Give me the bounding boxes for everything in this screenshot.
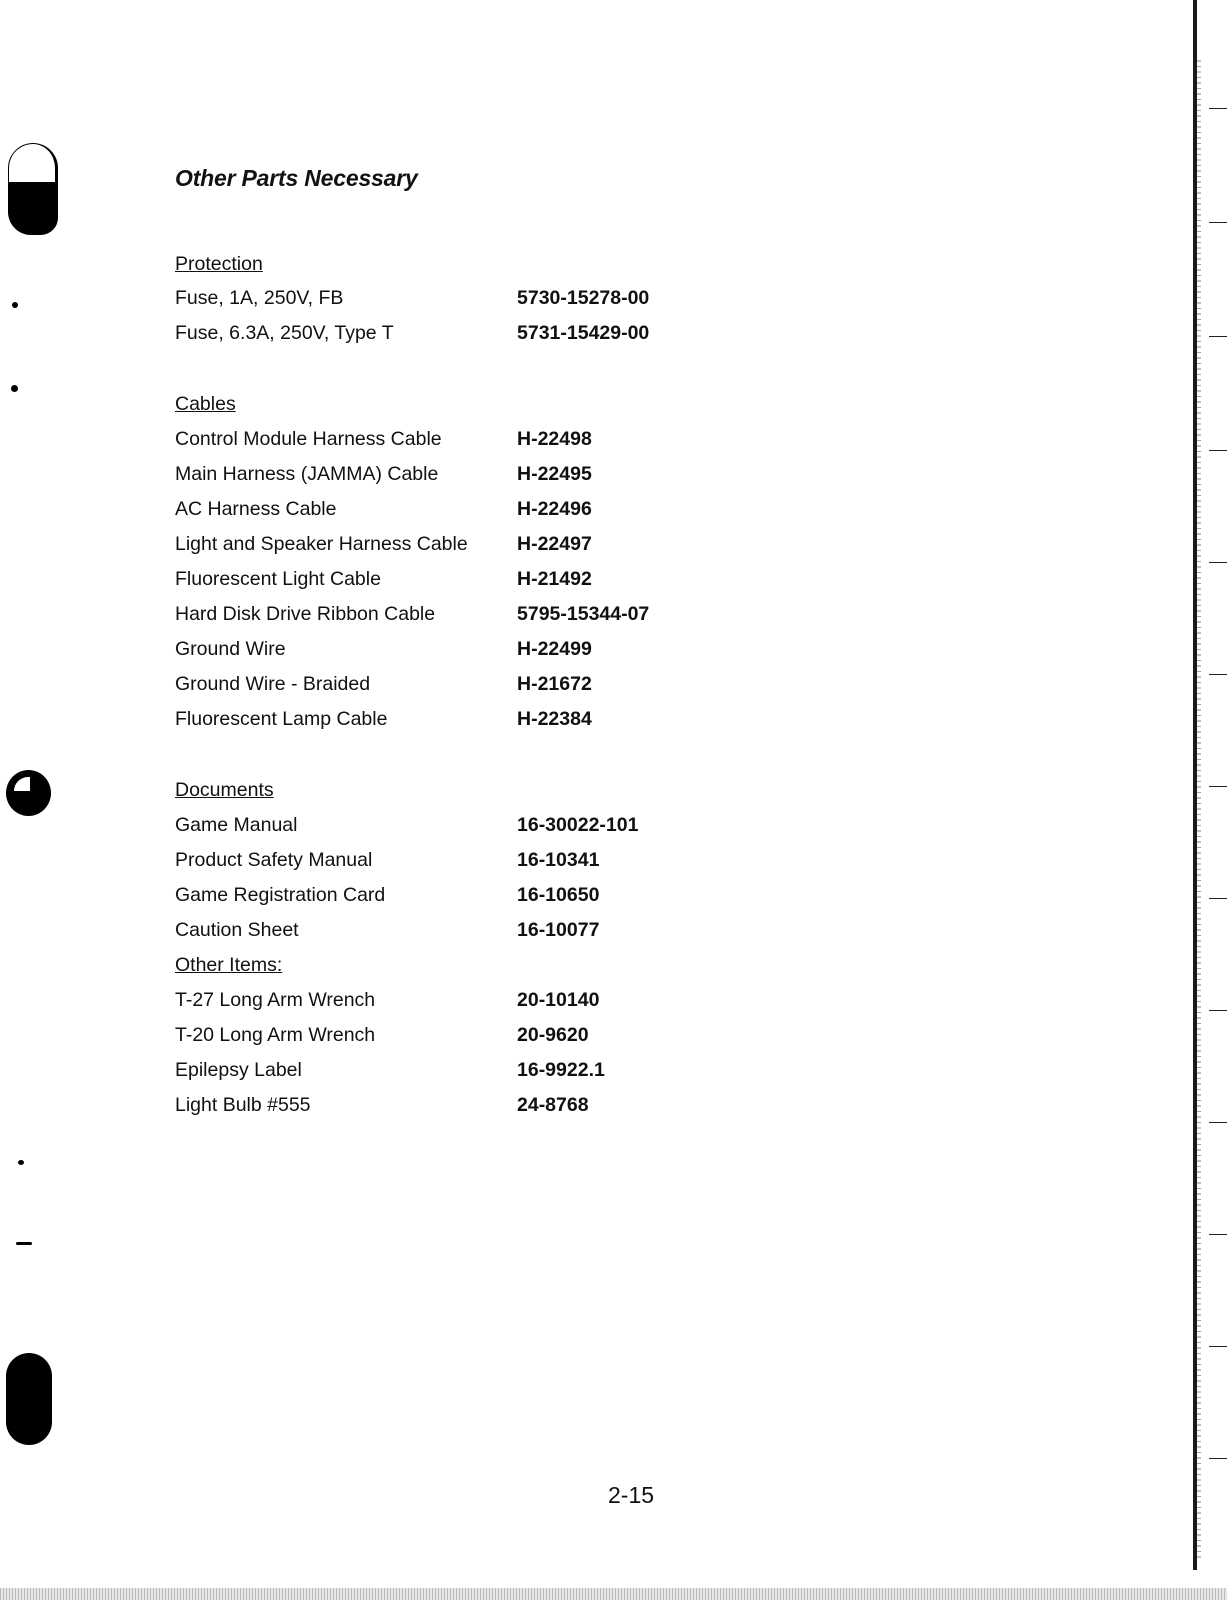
item-name: Fuse, 1A, 250V, FB: [175, 287, 344, 309]
item-name: AC Harness Cable: [175, 498, 337, 520]
item-name: Fluorescent Lamp Cable: [175, 708, 388, 730]
item-name: Hard Disk Drive Ribbon Cable: [175, 603, 436, 625]
scan-speck: [12, 302, 18, 308]
binder-hole-top: [8, 143, 58, 235]
list-item: [175, 565, 775, 593]
section-heading-cables: Cables: [175, 393, 236, 415]
scan-speck: [18, 1160, 24, 1165]
part-number: 5730-15278-00: [517, 287, 650, 309]
binder-hole-bottom: [6, 1353, 52, 1445]
part-number: H-22498: [517, 428, 592, 450]
item-name: Light and Speaker Harness Cable: [175, 533, 468, 555]
item-name: Game Manual: [175, 814, 298, 836]
binder-hole-middle: [6, 770, 51, 816]
part-number: 20-10140: [517, 989, 600, 1011]
list-item: [175, 635, 775, 663]
edge-tick: [1209, 562, 1227, 563]
edge-tick: [1209, 674, 1227, 675]
part-number: H-22497: [517, 533, 592, 555]
part-number: 5731-15429-00: [517, 322, 650, 344]
part-number: 24-8768: [517, 1094, 589, 1116]
item-name: Ground Wire - Braided: [175, 673, 371, 695]
scan-speck: [16, 1242, 32, 1245]
edge-tick: [1209, 1010, 1227, 1011]
part-number: 16-10341: [517, 849, 600, 871]
part-number: 5795-15344-07: [517, 603, 650, 625]
edge-tick: [1209, 450, 1227, 451]
item-name: Main Harness (JAMMA) Cable: [175, 463, 439, 485]
list-item: [175, 319, 775, 347]
part-number: H-22495: [517, 463, 592, 485]
page-number: 2-15: [608, 1482, 655, 1508]
list-item: [175, 1091, 775, 1119]
list-item: [175, 670, 775, 698]
item-name: T-20 Long Arm Wrench: [175, 1024, 376, 1046]
item-name: Light Bulb #555: [175, 1094, 311, 1116]
edge-tick: [1209, 898, 1227, 899]
part-number: H-22499: [517, 638, 592, 660]
item-name: Game Registration Card: [175, 884, 386, 906]
list-item: [175, 600, 775, 628]
edge-tick: [1209, 222, 1227, 223]
edge-tick: [1209, 1122, 1227, 1123]
part-number: 16-9922.1: [517, 1059, 605, 1081]
item-name: Caution Sheet: [175, 919, 299, 941]
part-number: H-22496: [517, 498, 592, 520]
section-heading-protection: Protection: [175, 253, 263, 275]
list-item: [175, 846, 775, 874]
list-item: [175, 916, 775, 944]
edge-tick: [1209, 336, 1227, 337]
page-title: Other Parts Necessary: [175, 165, 418, 191]
list-item: [175, 460, 775, 488]
item-name: Control Module Harness Cable: [175, 428, 442, 450]
item-name: Fuse, 6.3A, 250V, Type T: [175, 322, 394, 344]
section-heading-documents: Documents: [175, 779, 274, 801]
item-name: Epilepsy Label: [175, 1059, 302, 1081]
edge-tick: [1209, 1458, 1227, 1459]
list-item: [175, 1056, 775, 1084]
item-name: T-27 Long Arm Wrench: [175, 989, 376, 1011]
part-number: 20-9620: [517, 1024, 589, 1046]
edge-tick: [1209, 786, 1227, 787]
part-number: H-21492: [517, 568, 592, 590]
binder-edge-texture: [1197, 60, 1201, 1560]
item-name: Fluorescent Light Cable: [175, 568, 381, 590]
edge-tick: [1209, 1346, 1227, 1347]
part-number: H-22384: [517, 708, 592, 730]
scan-speck: [11, 385, 18, 392]
section-heading-other-items: Other Items:: [175, 954, 283, 976]
list-item: [175, 284, 775, 312]
list-item: [175, 811, 775, 839]
edge-tick: [1209, 108, 1227, 109]
list-item: [175, 1021, 775, 1049]
part-number: 16-10650: [517, 884, 600, 906]
item-name: Product Safety Manual: [175, 849, 373, 871]
list-item: [175, 881, 775, 909]
part-number: H-21672: [517, 673, 592, 695]
list-item: [175, 530, 775, 558]
list-item: [175, 495, 775, 523]
list-item: [175, 705, 775, 733]
list-item: [175, 986, 775, 1014]
list-item: [175, 425, 775, 453]
part-number: 16-10077: [517, 919, 600, 941]
part-number: 16-30022-101: [517, 814, 639, 836]
edge-tick: [1209, 1234, 1227, 1235]
item-name: Ground Wire: [175, 638, 286, 660]
scan-bottom-strip: [0, 1588, 1227, 1600]
